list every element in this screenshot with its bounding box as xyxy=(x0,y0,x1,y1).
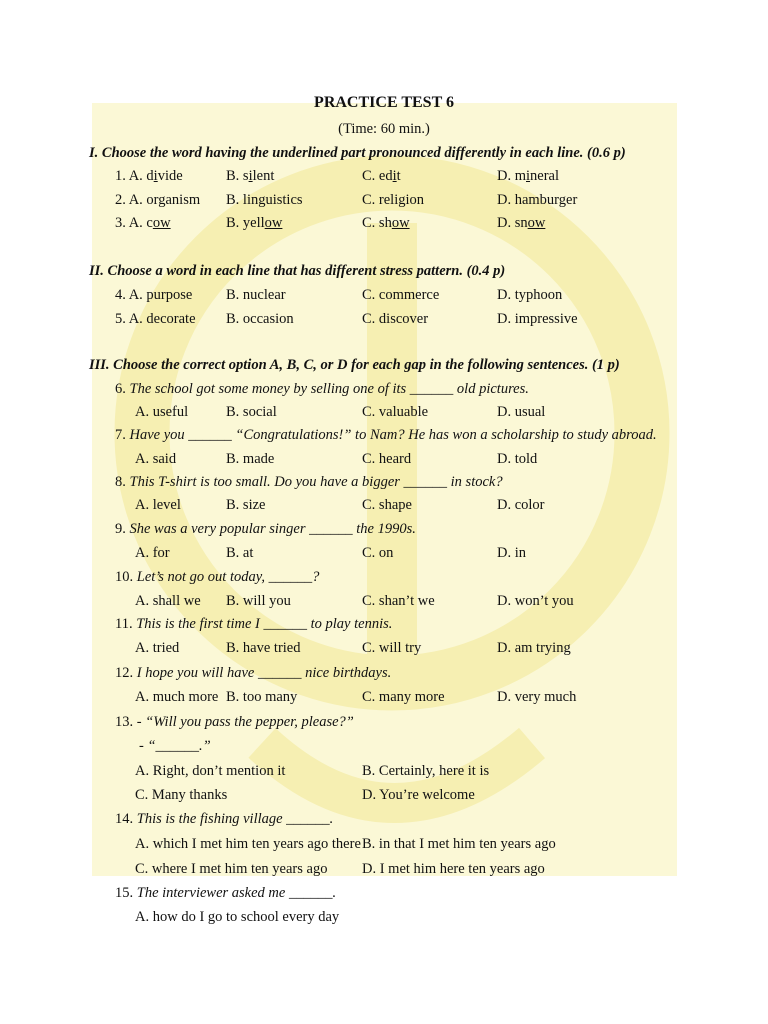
q10-option-d: D. won’t you xyxy=(497,593,574,609)
q7-stem: 7. Have you ______ “Congratulations!” to Nam? He has won a scholarship to study abroad. xyxy=(115,427,657,443)
q5-option-a: 5. A. decorate xyxy=(115,311,196,327)
q15-option-a: A. how do I go to school every day xyxy=(135,909,340,925)
q6-option-c: C. valuable xyxy=(362,404,429,420)
q1-option-d: D. mineral xyxy=(497,168,560,184)
q11-option-b: B. have tried xyxy=(226,640,301,656)
q11-stem: 11. This is the first time I ______ to play tennis. xyxy=(115,616,393,632)
q7-option-a: A. said xyxy=(135,451,177,467)
q11-option-d: D. am trying xyxy=(497,640,571,656)
q1-option-c: C. edit xyxy=(362,168,401,184)
q10-stem: 10. Let’s not go out today, ______? xyxy=(115,569,320,585)
q12-option-c: C. many more xyxy=(362,689,445,705)
section-1-heading: I. Choose the word having the underlined part pronounced differently in each line. (0.6 p) xyxy=(89,145,626,161)
q6-option-b: B. social xyxy=(226,404,277,420)
q5-option-c: C. discover xyxy=(362,311,429,327)
time-limit: (Time: 60 min.) xyxy=(338,121,430,137)
q8-option-c: C. shape xyxy=(362,497,412,513)
q2-option-d: D. hamburger xyxy=(497,192,578,208)
q7-option-d: D. told xyxy=(497,451,538,467)
q13-option-c: C. Many thanks xyxy=(135,787,228,803)
q11-option-a: A. tried xyxy=(135,640,180,656)
q1-option-b: B. silent xyxy=(226,168,275,184)
q9-option-c: C. on xyxy=(362,545,394,561)
q7-option-b: B. made xyxy=(226,451,275,467)
q13-reply: - “______.” xyxy=(139,738,211,754)
q8-option-a: A. level xyxy=(135,497,181,513)
q8-option-d: D. color xyxy=(497,497,545,513)
q12-option-d: D. very much xyxy=(497,689,577,705)
q6-option-d: D. usual xyxy=(497,404,546,420)
q10-option-c: C. shan’t we xyxy=(362,593,435,609)
q11-option-c: C. will try xyxy=(362,640,422,656)
q9-stem: 9. She was a very popular singer ______ the 1990s. xyxy=(115,521,416,537)
section-3-heading: III. Choose the correct option A, B, C, or D for each gap in the following sentences. (1 p) xyxy=(89,357,620,373)
q4-option-b: B. nuclear xyxy=(226,287,286,303)
q9-option-a: A. for xyxy=(135,545,170,561)
q10-option-a: A. shall we xyxy=(135,593,201,609)
q14-stem: 14. This is the fishing village ______. xyxy=(115,811,334,827)
section-2-heading: II. Choose a word in each line that has different stress pattern. (0.4 p) xyxy=(89,263,506,279)
q3-option-c: C. show xyxy=(362,215,410,231)
q3-option-d: D. snow xyxy=(497,215,546,231)
q1-option-a: 1. A. divide xyxy=(115,168,183,184)
q12-option-a: A. much more xyxy=(135,689,219,705)
q2-option-b: B. linguistics xyxy=(226,192,303,208)
q14-option-b: B. in that I met him ten years ago xyxy=(362,836,556,852)
q14-option-d: D. I met him here ten years ago xyxy=(362,861,545,877)
q9-option-d: D. in xyxy=(497,545,526,561)
q13-option-a: A. Right, don’t mention it xyxy=(135,763,286,779)
q13-stem: 13. - “Will you pass the pepper, please?” xyxy=(115,714,354,730)
q8-stem: 8. This T-shirt is too small. Do you have a bigger ______ in stock? xyxy=(115,474,503,490)
q4-option-a: 4. A. purpose xyxy=(115,287,193,303)
q15-stem: 15. The interviewer asked me ______. xyxy=(115,885,337,901)
q8-option-b: B. size xyxy=(226,497,266,513)
q12-stem: 12. I hope you will have ______ nice birthdays. xyxy=(115,665,392,681)
page-title: PRACTICE TEST 6 xyxy=(314,94,454,111)
q5-option-b: B. occasion xyxy=(226,311,294,327)
q2-option-c: C. religion xyxy=(362,192,425,208)
q10-option-b: B. will you xyxy=(226,593,291,609)
q12-option-b: B. too many xyxy=(226,689,298,705)
q7-option-c: C. heard xyxy=(362,451,412,467)
q6-option-a: A. useful xyxy=(135,404,189,420)
q2-option-a: 2. A. organism xyxy=(115,192,201,208)
q13-option-d: D. You’re welcome xyxy=(362,787,475,803)
q4-option-d: D. typhoon xyxy=(497,287,563,303)
q13-option-b: B. Certainly, here it is xyxy=(362,763,490,779)
q14-option-a: A. which I met him ten years ago there xyxy=(135,836,361,852)
q3-option-b: B. yellow xyxy=(226,215,283,231)
q9-option-b: B. at xyxy=(226,545,254,561)
q14-option-c: C. where I met him ten years ago xyxy=(135,861,328,877)
q5-option-d: D. impressive xyxy=(497,311,578,327)
q4-option-c: C. commerce xyxy=(362,287,440,303)
q6-stem: 6. The school got some money by selling one of its ______ old pictures. xyxy=(115,381,529,397)
q3-option-a: 3. A. cow xyxy=(115,215,171,231)
